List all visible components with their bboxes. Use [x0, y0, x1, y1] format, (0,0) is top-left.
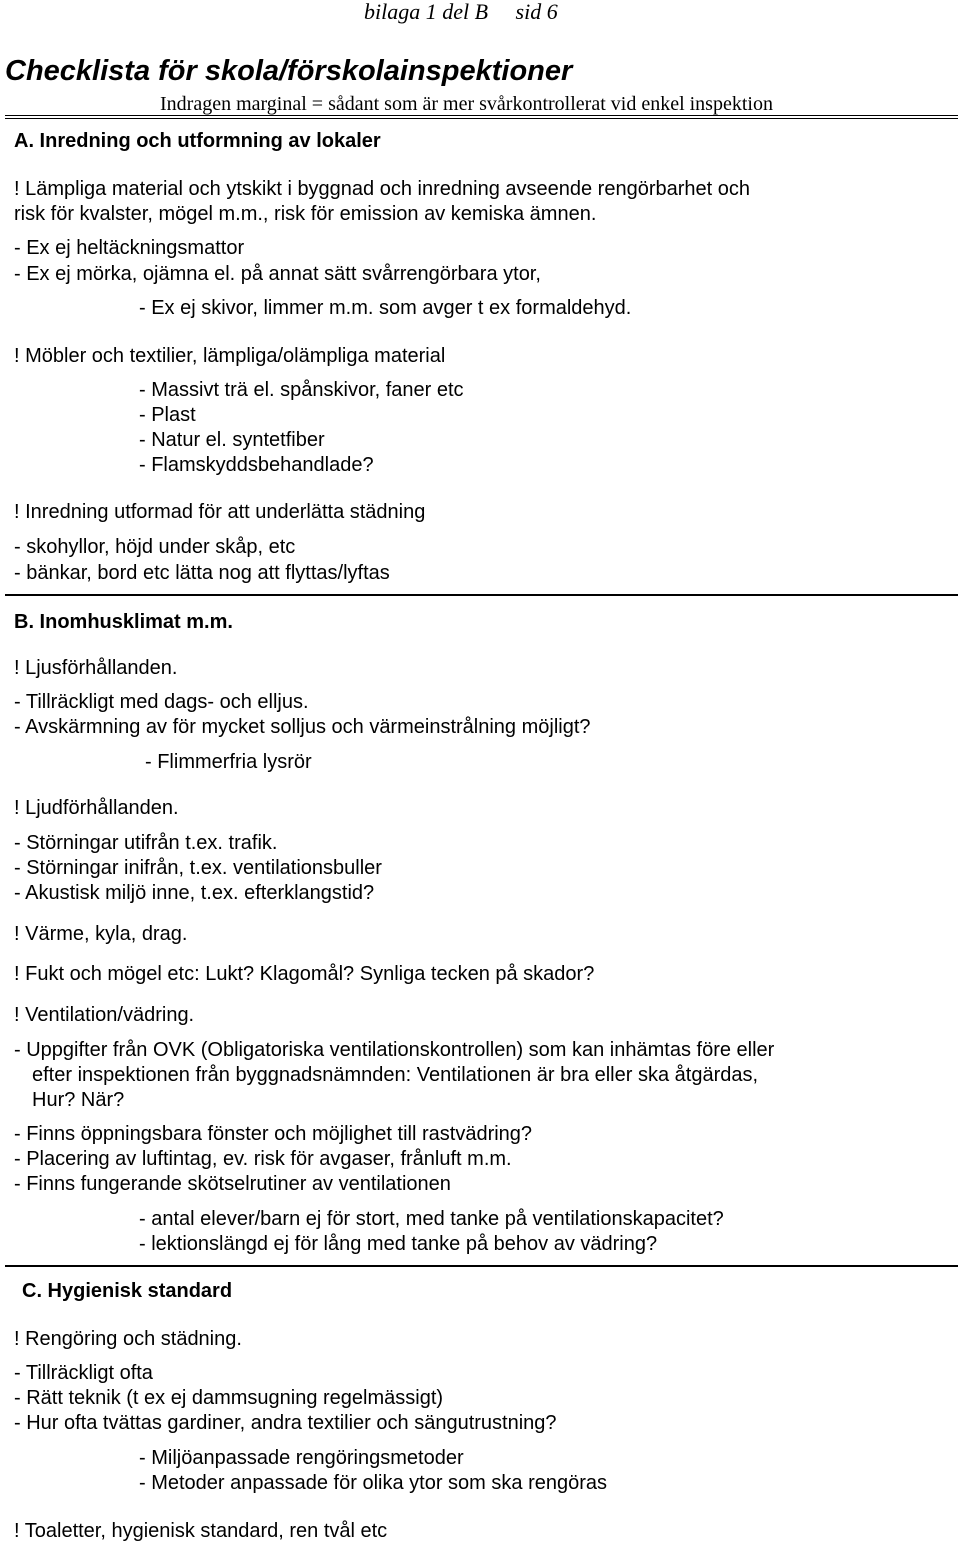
section-a-line: - Ex ej heltäckningsmattor	[14, 237, 245, 259]
section-a-line: - Natur el. syntetfiber	[139, 429, 325, 451]
title-rule	[5, 115, 958, 119]
section-a-line: - bänkar, bord etc lätta nog att flyttas/lyftas	[14, 562, 390, 584]
section-a-line: - Ex ej mörka, ojämna el. på annat sätt svårrengörbara ytor,	[14, 263, 541, 285]
section-c-line: - Miljöanpassade rengöringsmetoder	[139, 1447, 464, 1469]
section-b-heading: B. Inomhusklimat m.m.	[14, 611, 233, 633]
section-b-line: ! Ljudförhållanden.	[14, 797, 179, 819]
section-b-line: - Avskärmning av för mycket solljus och värmeinstrålning möjligt?	[14, 716, 591, 738]
section-a-line: - Ex ej skivor, limmer m.m. som avger t ex formaldehyd.	[139, 297, 632, 319]
section-a-line: - Plast	[139, 404, 196, 426]
document-subtitle: Indragen marginal = sådant som är mer svårkontrollerat vid enkel inspektion	[160, 93, 773, 115]
section-b-line: ! Ventilation/vädring.	[14, 1004, 195, 1026]
section-a-line: ! Möbler och textilier, lämpliga/olämpliga material	[14, 345, 446, 367]
section-b-line: - antal elever/barn ej för stort, med tanke på ventilationskapacitet?	[139, 1208, 724, 1230]
section-c-line: - Metoder anpassade för olika ytor som ska rengöras	[139, 1472, 607, 1494]
section-b-line: - Tillräckligt med dags- och elljus.	[14, 691, 309, 713]
section-c-heading: C. Hygienisk standard	[22, 1280, 233, 1302]
section-a-heading: A. Inredning och utformning av lokaler	[14, 130, 381, 152]
section-b-line: ! Värme, kyla, drag.	[14, 923, 188, 945]
section-b-line: Hur? När?	[32, 1089, 125, 1111]
section-c-line: - Tillräckligt ofta	[14, 1362, 153, 1384]
section-b-line: efter inspektionen från byggnadsnämnden: Ventilationen är bra eller ska åtgärdas,	[32, 1064, 759, 1086]
section-c-line: - Rätt teknik (t ex ej dammsugning regelmässigt)	[14, 1387, 444, 1409]
section-b-line: - Störningar utifrån t.ex. trafik.	[14, 832, 278, 854]
section-b-line: - Flimmerfria lysrör	[145, 751, 312, 773]
section-b-line: - Finns öppningsbara fönster och möjlighet till rastvädring?	[14, 1123, 533, 1145]
section-b-line: - Störningar inifrån, t.ex. ventilationsbuller	[14, 857, 382, 879]
section-b-line: - Finns fungerande skötselrutiner av ventilationen	[14, 1173, 451, 1195]
section-a-line: ! Inredning utformad för att underlätta städning	[14, 501, 426, 523]
section-a-line: risk för kvalster, mögel m.m., risk för emission av kemiska ämnen.	[14, 203, 597, 225]
section-c-line: ! Toaletter, hygienisk standard, ren tvål etc	[14, 1520, 388, 1542]
section-a-line: - Flamskyddsbehandlade?	[139, 454, 374, 476]
section-b-line: - Uppgifter från OVK (Obligatoriska ventilationskontrollen) som kan inhämtas före eller	[14, 1039, 775, 1061]
section-a-line: - Massivt trä el. spånskivor, faner etc	[139, 379, 464, 401]
section-b-line: - Placering av luftintag, ev. risk för avgaser, frånluft m.m.	[14, 1148, 512, 1170]
section-a-line: ! Lämpliga material och ytskikt i byggnad och inredning avseende rengörbarhet och	[14, 178, 750, 200]
section-c-line: ! Rengöring och städning.	[14, 1328, 242, 1350]
section-b-line: ! Ljusförhållanden.	[14, 657, 178, 679]
page-reference: bilaga 1 del B sid 6	[364, 0, 558, 24]
section-c-line: - Hur ofta tvättas gardiner, andra textilier och sängutrustning?	[14, 1412, 557, 1434]
section-b-line: - lektionslängd ej för lång med tanke på behov av vädring?	[139, 1233, 658, 1255]
section-b-line: - Akustisk miljö inne, t.ex. efterklangstid?	[14, 882, 375, 904]
section-divider	[5, 1265, 958, 1267]
section-divider	[5, 594, 958, 596]
section-a-line: - skohyllor, höjd under skåp, etc	[14, 536, 296, 558]
document-title: Checklista för skola/förskolainspektioner	[5, 55, 573, 87]
section-b-line: ! Fukt och mögel etc: Lukt? Klagomål? Synliga tecken på skador?	[14, 963, 595, 985]
